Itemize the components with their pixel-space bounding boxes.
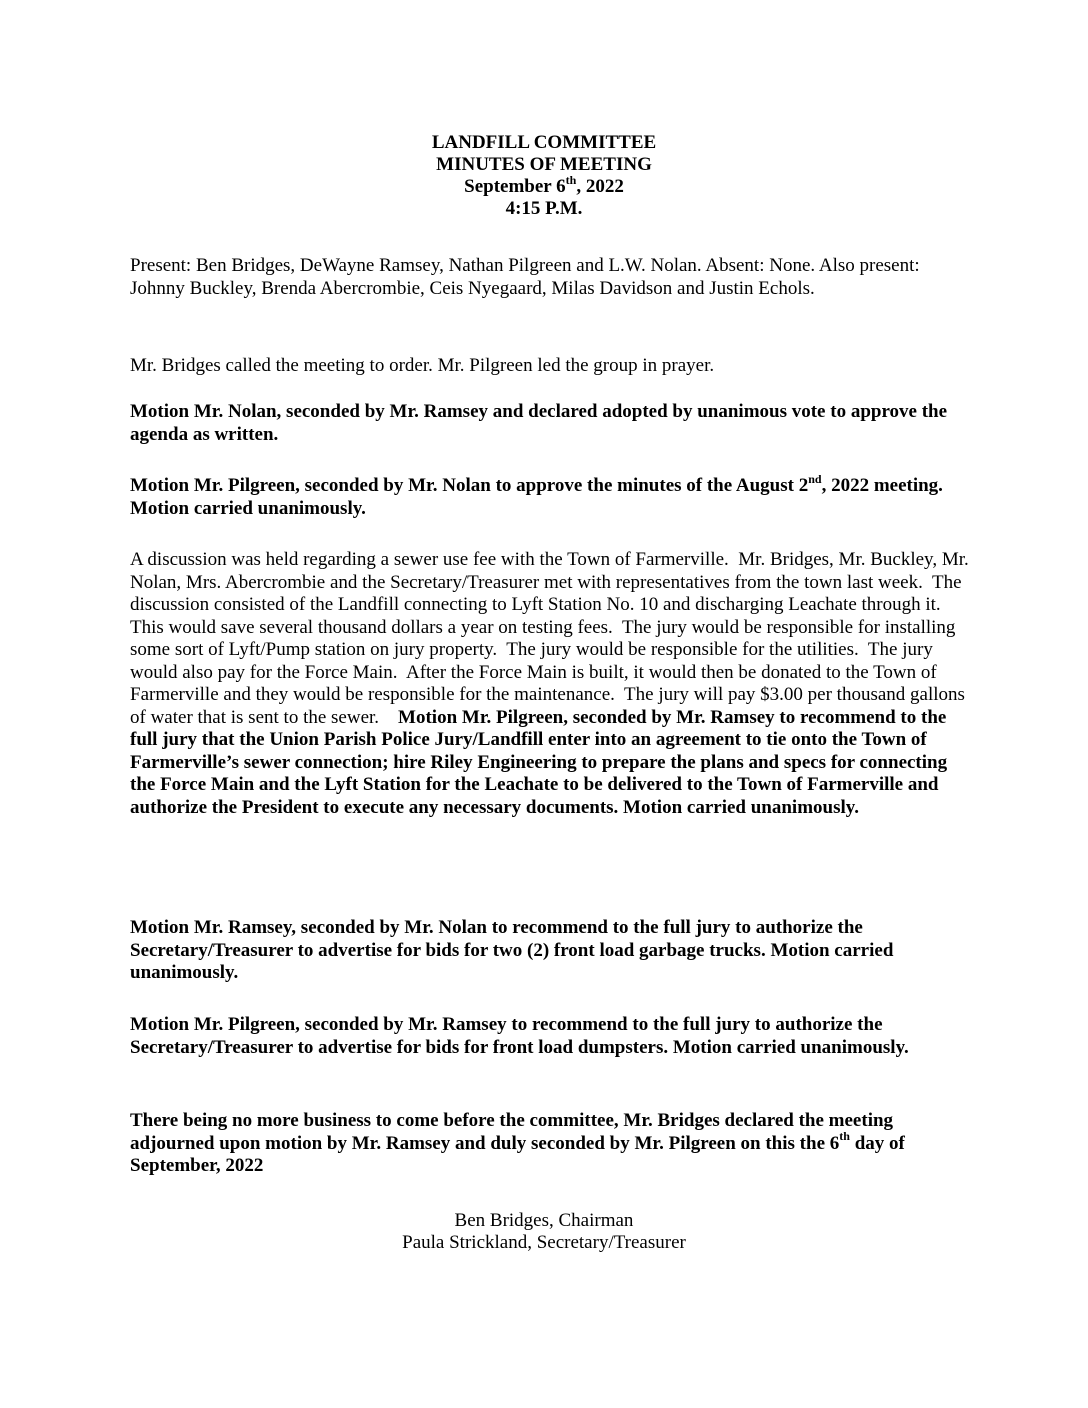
agenda-motion-paragraph: Motion Mr. Nolan, seconded by Mr. Ramsey and declared adopted by unanimous vote to approve the agenda as written.: [130, 401, 948, 445]
call-to-order-paragraph: Mr. Bridges called the meeting to order. Mr. Pilgreen led the group in prayer.: [130, 355, 715, 376]
committee-title: LANDFILL COMMITTEE: [431, 132, 657, 153]
attendance-paragraph: Present: Ben Bridges, DeWayne Ramsey, Nathan Pilgreen and L.W. Nolan. Absent: None. Also present: Johnny Buckley, Brenda Abercrombie, Ceis Nyegaard, Milas Davidson and Justin Echols.: [130, 255, 920, 299]
dumpsters-motion-paragraph: Motion Mr. Pilgreen, seconded by Mr. Ramsey to recommend to the full jury to authorize the Secretary/Treasurer to advertise for bids for front load dumpsters. Motion carried unanimously.: [130, 1014, 909, 1058]
signature-block: [0, 1210, 1088, 1254]
document-header: [0, 132, 1088, 220]
secretary-signature: Paula Strickland, Secretary/Treasurer: [402, 1232, 686, 1253]
sewer-motion: Motion Mr. Pilgreen, seconded by Mr. Ramsey to recommend to the full jury that the Union Parish Police Jury/Landfill enter into an agreement to tie onto the Town of Farmerville’s sewer connection; hire Riley Engineering to prepare the plans and specs for connecting the Force Main and the Lyft Station for the Leachate to be delivered to the Town of Farmerville and authorize the President to execute any necessary documents. Motion carried unanimously.: [130, 706, 948, 818]
minutes-subtitle: MINUTES OF MEETING: [436, 154, 652, 175]
discussion-text: A discussion was held regarding a sewer use fee with the Town of Farmerville. Mr. Bridges, Mr. Buckley, Mr. Nolan, Mrs. Abercrombie and the Secretary/Treasurer met with representatives from the town last week. The discussion consisted of the Landfill connecting to Lyft Station No. 10 and discharging Leachate through it. This would save several thousand dollars a year on testing fees. The jury would be responsible for installing some sort of Lyft/Pump station on jury property. The jury would be responsible for the utilities. The jury would also pay for the Force Main. After the Force Main is built, it would then be donated to the Town of Farmerville and they would be responsible for the maintenance. The jury will pay $3.00 per thousand gallons of water that is sent to the sewer.: [130, 549, 974, 728]
chairman-signature: Ben Bridges, Chairman: [454, 1210, 634, 1231]
meeting-date: September 6th, 2022: [464, 172, 624, 197]
meeting-time: 4:15 P.M.: [505, 198, 583, 219]
minutes-motion-paragraph: Motion Mr. Pilgreen, seconded by Mr. Nolan to approve the minutes of the August 2nd, 2022 meeting. Motion carried unanimously.: [130, 471, 943, 519]
garbage-trucks-motion-paragraph: Motion Mr. Ramsey, seconded by Mr. Nolan to recommend to the full jury to authorize the Secretary/Treasurer to advertise for bids for two (2) front load garbage trucks. Motion carried unanimously.: [130, 917, 894, 983]
sewer-discussion-paragraph: [130, 549, 974, 819]
adjournment-paragraph: There being no more business to come before the committee, Mr. Bridges declared the meeting adjourned upon motion by Mr. Ramsey and duly seconded by Mr. Pilgreen on this the 6th day of September, 2022: [130, 1110, 905, 1176]
